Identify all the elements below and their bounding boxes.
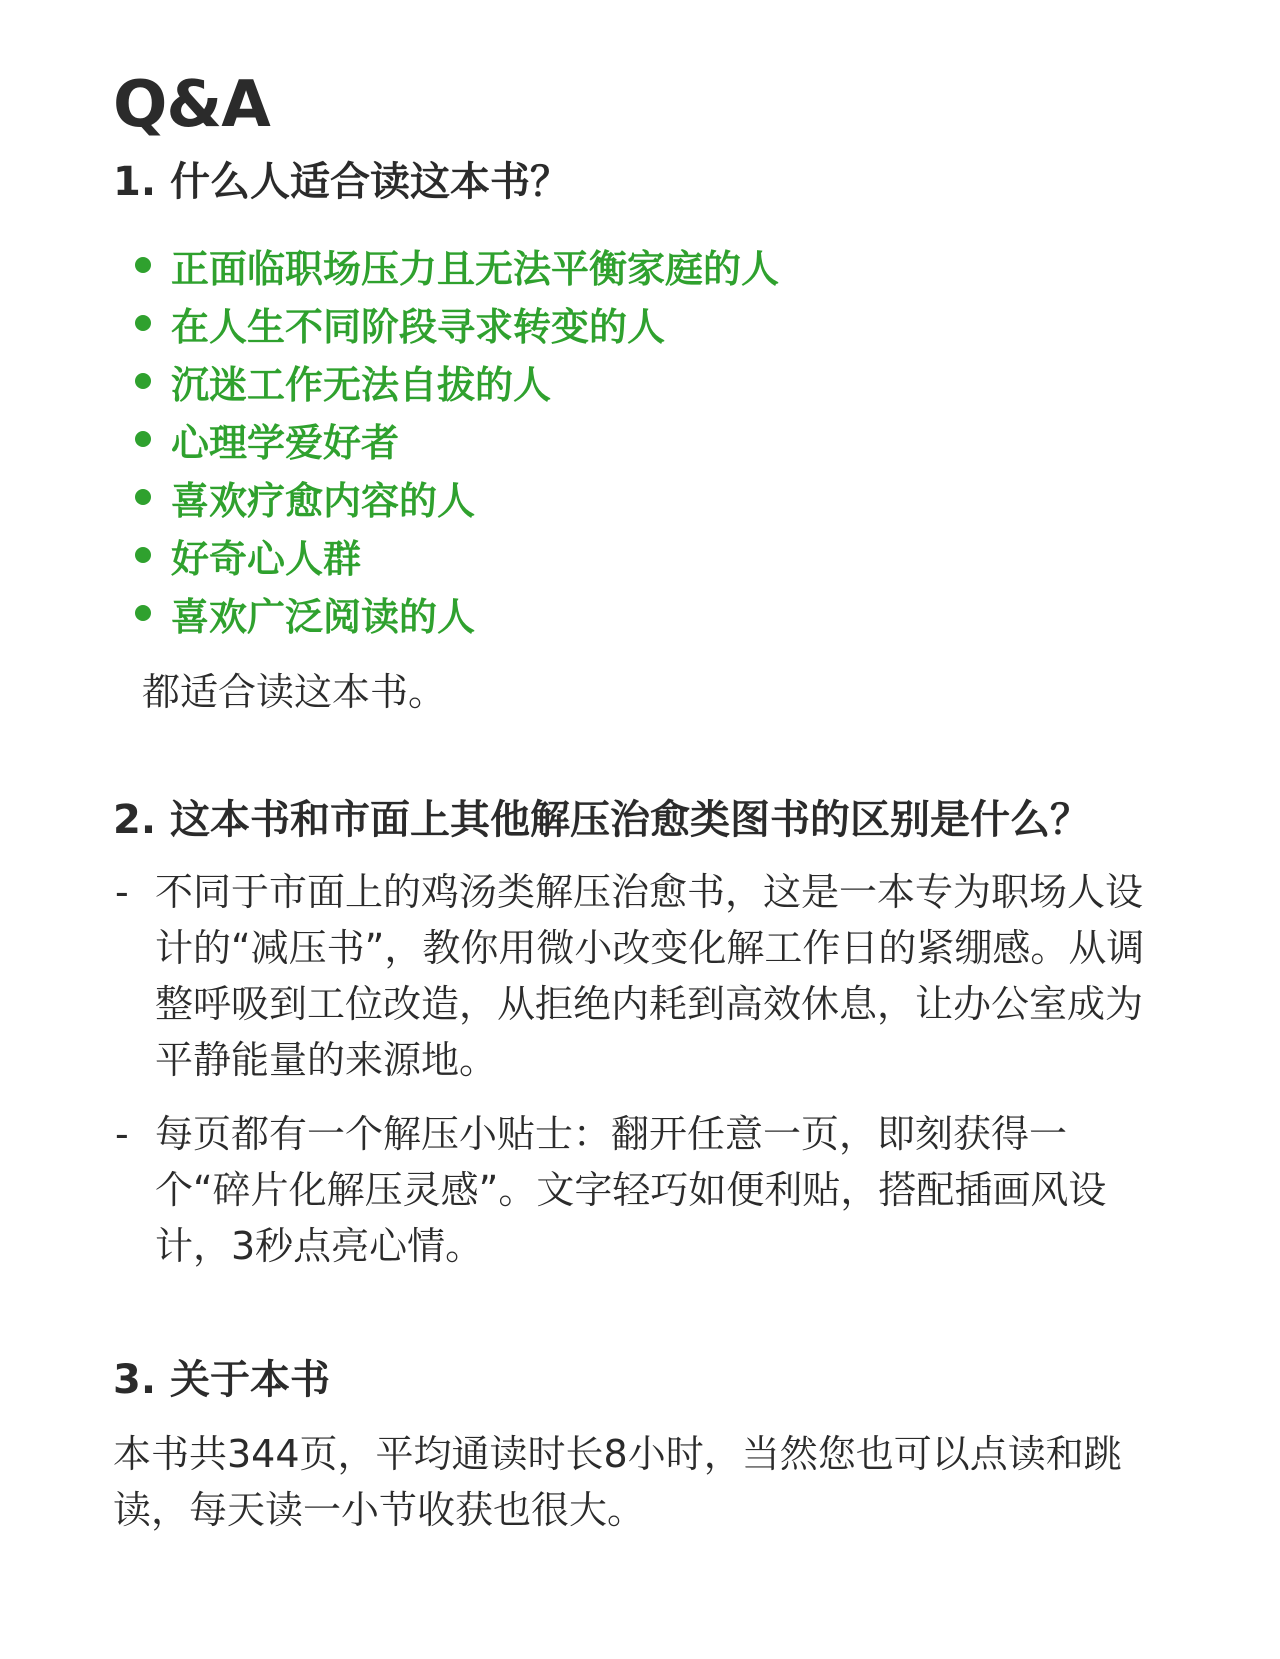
difference-text: 每页都有一个解压小贴士：翻开任意一页，即刻获得一个“碎片化解压灵感”。文字轻巧如便利贴，搭配插画风设计，3秒点亮心情。 [155,1112,1107,1268]
dash-marker: - [115,1112,129,1156]
about-book-text: 本书共344页，平均通读时长8小时，当然您也可以点读和跳读，每天读一小节收获也很大。 [113,1432,1122,1532]
question-3-heading: 3. 关于本书 [113,1357,330,1403]
audience-item [135,410,1263,468]
question-1-heading: 1. 什么人适合读这本书？ [113,159,570,205]
audience-item-label: 好奇心人群 [171,536,362,581]
audience-item-label: 在人生不同阶段寻求转变的人 [171,304,666,349]
difference-text: 不同于市面上的鸡汤类解压治愈书，这是一本专为职场人设计的“减压书”，教你用微小改变化解工作日的紧绷感。从调整呼吸到工位改造，从拒绝内耗到高效休息，让办公室成为平静能量的来源地。 [155,870,1145,1082]
bullet-dot-icon [135,373,151,389]
audience-item [135,526,1263,584]
audience-item [135,236,1263,294]
audience-item-label: 心理学爱好者 [171,420,400,465]
bullet-dot-icon [135,431,151,447]
audience-item [135,468,1263,526]
audience-item [135,352,1263,410]
bullet-dot-icon [135,257,151,273]
dash-marker: - [115,870,129,914]
bullet-dot-icon [135,489,151,505]
audience-conclusion: 都适合读这本书。 [142,670,447,714]
difference-item [113,864,1153,1088]
bullet-dot-icon [135,547,151,563]
audience-item-label: 沉迷工作无法自拔的人 [171,362,552,407]
audience-item [135,294,1263,352]
audience-item-label: 正面临职场压力且无法平衡家庭的人 [171,246,780,291]
question-2-heading: 2. 这本书和市面上其他解压治愈类图书的区别是什么？ [113,797,1090,843]
difference-item [113,1106,1153,1274]
audience-item [135,584,1263,642]
bullet-dot-icon [135,605,151,621]
audience-item-label: 喜欢疗愈内容的人 [171,478,476,523]
difference-list [113,864,1153,1274]
page-title: Q&A [113,68,270,142]
audience-item-label: 喜欢广泛阅读的人 [171,594,476,639]
audience-list [113,236,1263,642]
qa-page [113,60,1263,1538]
bullet-dot-icon [135,315,151,331]
